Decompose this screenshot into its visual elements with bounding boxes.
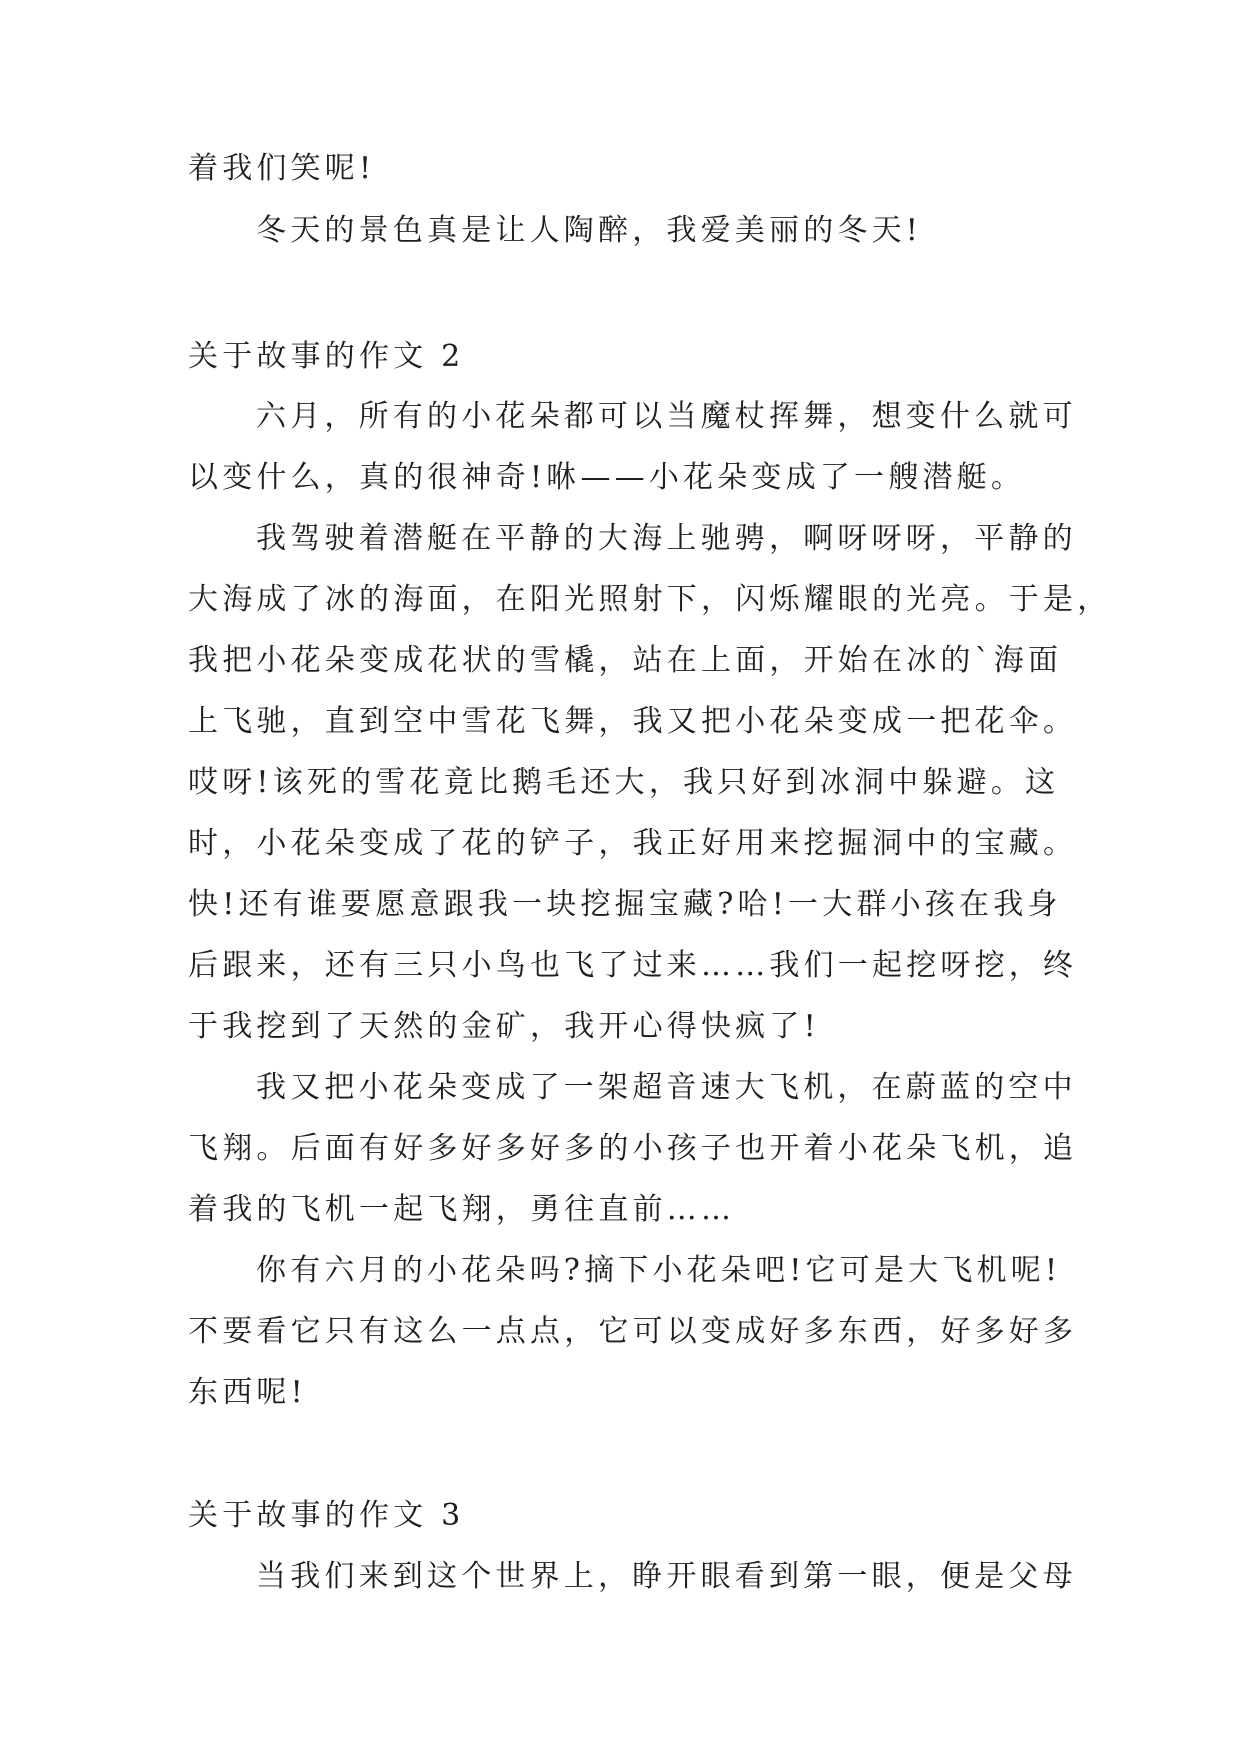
text-line: 东西呢! bbox=[188, 1375, 307, 1410]
text-line: 时，小花朵变成了花的铲子，我正好用来挖掘洞中的宝藏。 bbox=[188, 826, 1078, 861]
text-line: 大海成了冰的海面，在阳光照射下，闪烁耀眼的光亮。于是， bbox=[188, 582, 1112, 617]
paragraph-first-line: 六月，所有的小花朵都可以当魔杖挥舞，想变什么就可 bbox=[256, 399, 1077, 434]
paragraph-first-line: 你有六月的小花朵吗?摘下小花朵吧!它可是大飞机呢! bbox=[256, 1253, 1062, 1288]
text-line: 着我们笑呢! bbox=[188, 151, 376, 186]
paragraph-first-line: 我驾驶着潜艇在平静的大海上驰骋，啊呀呀呀，平静的 bbox=[256, 521, 1077, 556]
text-line: 着我的飞机一起飞翔，勇往直前…… bbox=[188, 1192, 736, 1227]
text-line: 上飞驰，直到空中雪花飞舞，我又把小花朵变成一把花伞。 bbox=[188, 704, 1078, 739]
text-line: 飞翔。后面有好多好多好多的小孩子也开着小花朵飞机，追 bbox=[188, 1131, 1078, 1166]
text-line: 不要看它只有这么一点点，它可以变成好多东西，好多好多 bbox=[188, 1314, 1078, 1349]
text-line: 哎呀!该死的雪花竟比鹅毛还大，我只好到冰洞中躲避。这 bbox=[188, 765, 1060, 800]
paragraph-first-line: 当我们来到这个世界上，睁开眼看到第一眼，便是父母 bbox=[256, 1559, 1077, 1594]
text-line: 我把小花朵变成花状的雪橇，站在上面，开始在冰的`海面 bbox=[188, 643, 1063, 678]
text-line: 以变什么，真的很神奇!咻——小花朵变成了一艘潜艇。 bbox=[188, 460, 1026, 495]
text-line: 快!还有谁要愿意跟我一块挖掘宝藏?哈!一大群小孩在我身 bbox=[188, 887, 1062, 922]
text-line: 后跟来，还有三只小鸟也飞了过来……我们一起挖呀挖，终 bbox=[188, 948, 1078, 983]
paragraph-first-line: 我又把小花朵变成了一架超音速大飞机，在蔚蓝的空中 bbox=[256, 1070, 1077, 1105]
paragraph-first-line: 冬天的景色真是让人陶醉，我爱美丽的冬天! bbox=[256, 213, 923, 248]
section-title: 关于故事的作文 2 bbox=[188, 339, 465, 374]
section-title: 关于故事的作文 3 bbox=[188, 1498, 465, 1533]
text-line: 于我挖到了天然的金矿，我开心得快疯了! bbox=[188, 1009, 820, 1044]
